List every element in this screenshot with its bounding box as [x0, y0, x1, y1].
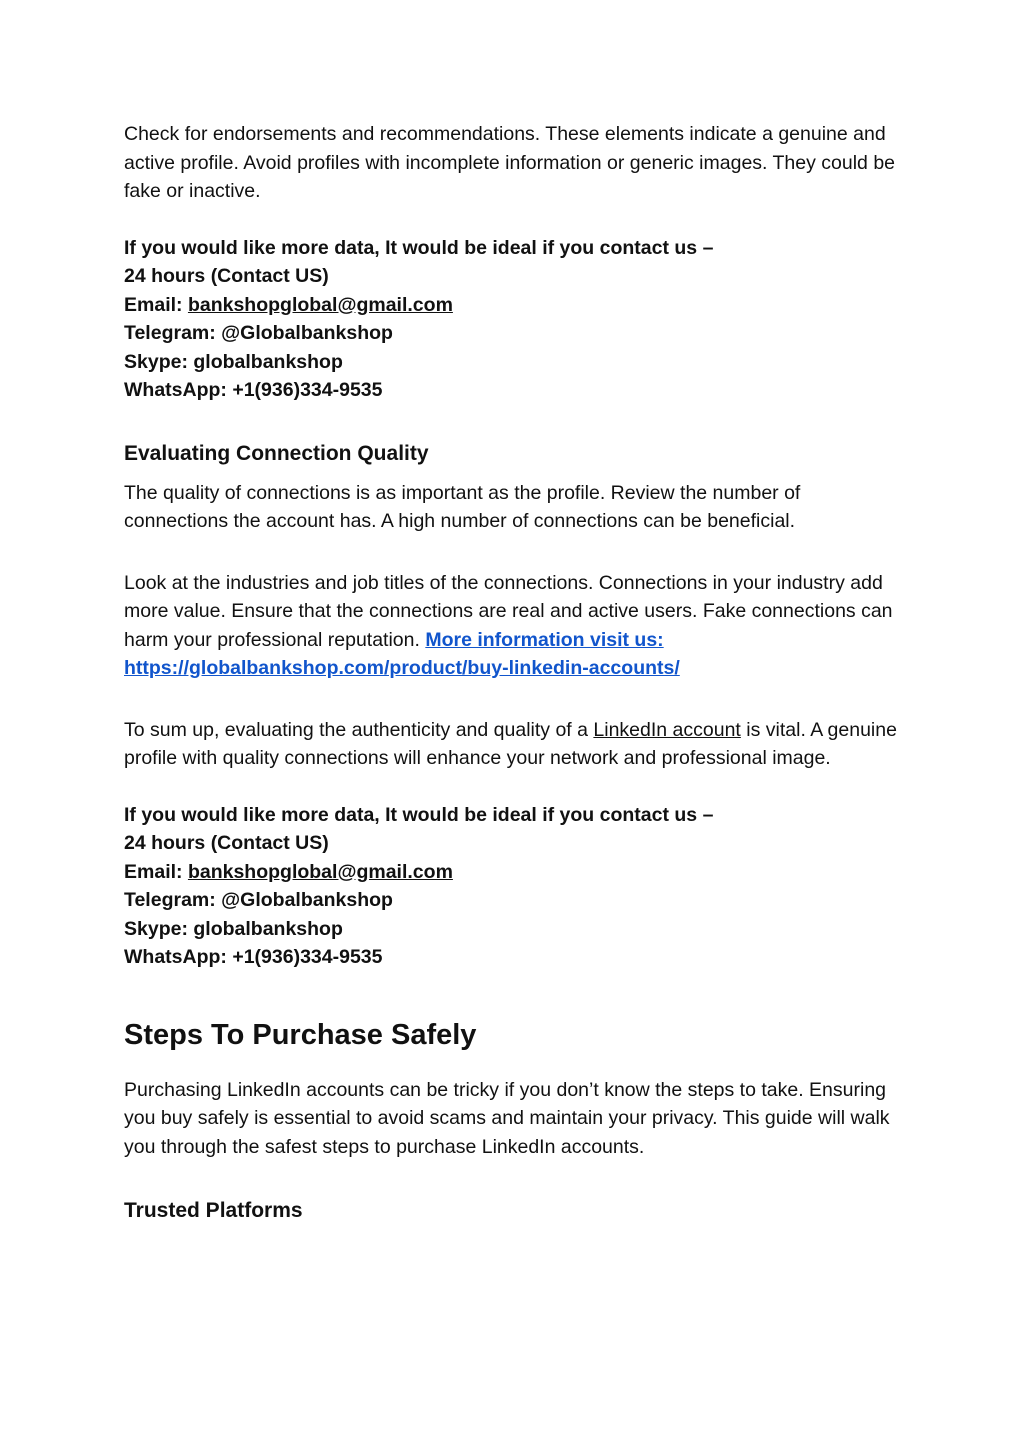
email-link[interactable]: bankshopglobal@gmail.com: [187, 293, 453, 316]
connection-paragraph-2: [124, 569, 904, 683]
email-link[interactable]: bankshopglobal@gmail.com: [187, 860, 453, 883]
contact-block-2: [124, 801, 904, 972]
intro-paragraph: Check for endorsements and recommendations. These elements indicate a genuine and active profile. Avoid profiles with incomplete information or generic images. They could be fake or inactive.: [124, 123, 896, 202]
connection-paragraph-2-text: Look at the industries and job titles of the connections. Connections in your industry add more value. Ensure that the connections are real and active users. Fake connections can harm your professional reputation.: [124, 571, 893, 651]
linkedin-account-link[interactable]: LinkedIn account: [593, 718, 741, 741]
summary-paragraph: [124, 716, 904, 773]
contact-email-line: [124, 291, 904, 320]
contact-whatsapp-line: WhatsApp: +1(936)334-9535: [124, 379, 383, 401]
document-page: [124, 120, 904, 1226]
purchase-paragraph: Purchasing LinkedIn accounts can be tricky if you don’t know the steps to take. Ensuring you buy safely is essential to avoid scams and maintain your privacy. This guide will walk you through the safest steps to purchase LinkedIn accounts.: [124, 1078, 890, 1158]
contact-hours-line: 24 hours (Contact US): [124, 265, 329, 287]
contact-telegram-line: Telegram: @Globalbankshop: [124, 889, 393, 911]
summary-text-before: To sum up, evaluating the authenticity and quality of a: [124, 718, 594, 741]
contact-hours-line: 24 hours (Contact US): [124, 832, 329, 854]
heading-connection-quality: Evaluating Connection Quality: [124, 441, 429, 465]
contact-intro-line: If you would like more data, It would be ideal if you contact us –: [124, 236, 714, 259]
summary-text-after: is vital. A genuine profile with quality connections will enhance your network and professional image.: [124, 718, 897, 769]
product-url-link[interactable]: https://globalbankshop.com/product/buy-linkedin-accounts/: [124, 657, 680, 679]
email-label: Email:: [124, 860, 188, 883]
heading-steps-to-purchase: Steps To Purchase Safely: [124, 1018, 477, 1051]
contact-skype-line: Skype: globalbankshop: [124, 350, 343, 373]
email-label: Email:: [124, 293, 188, 316]
contact-intro-line: If you would like more data, It would be ideal if you contact us –: [124, 803, 714, 826]
connection-paragraph-1: The quality of connections is as important as the profile. Review the number of connections the account has. A high number of connections can be beneficial.: [124, 481, 801, 532]
contact-email-line: [124, 858, 904, 887]
more-info-link[interactable]: More information visit us:: [425, 628, 664, 651]
heading-trusted-platforms: Trusted Platforms: [124, 1199, 303, 1222]
contact-whatsapp-line: WhatsApp: +1(936)334-9535: [124, 946, 383, 968]
contact-skype-line: Skype: globalbankshop: [124, 917, 343, 940]
contact-block-1: [124, 234, 904, 405]
contact-telegram-line: Telegram: @Globalbankshop: [124, 322, 393, 344]
